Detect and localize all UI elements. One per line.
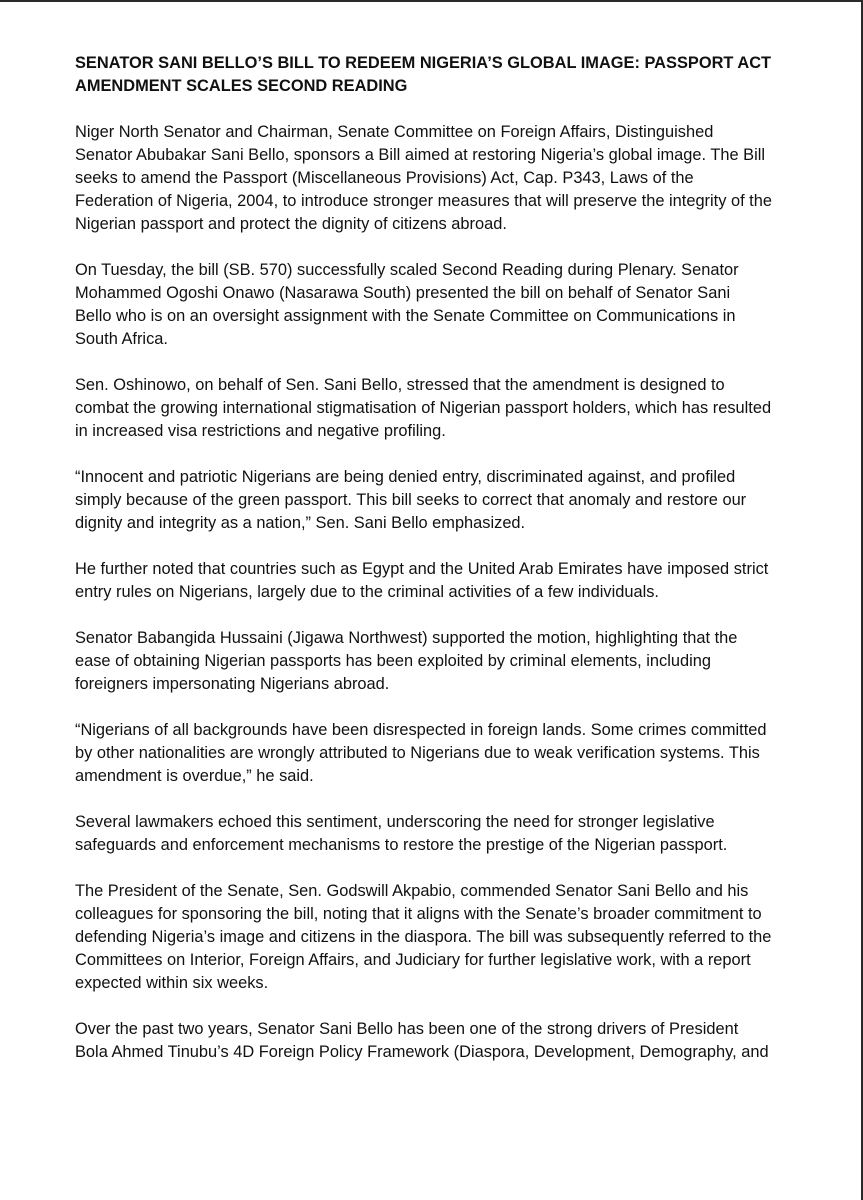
paragraph-line: foreigners impersonating Nigerians abroad. [75, 675, 390, 693]
paragraph-lawmakers [75, 811, 835, 857]
paragraph-line: Nigerian passport and protect the dignity of citizens abroad. [75, 215, 507, 233]
paragraph-line: The President of the Senate, Sen. Godswill Akpabio, commended Senator Sani Bello and his [75, 882, 749, 900]
paragraph-line: seeks to amend the Passport (Miscellaneous Provisions) Act, Cap. P343, Laws of the [75, 169, 694, 187]
page-top-border [0, 0, 863, 2]
paragraph-line: He further noted that countries such as Egypt and the United Arab Emirates have imposed strict [75, 560, 769, 578]
paragraph-intro [75, 121, 835, 236]
paragraph-line: Bello who is on an oversight assignment with the Senate Committee on Communications in [75, 307, 736, 325]
paragraph-line: Over the past two years, Senator Sani Bello has been one of the strong drivers of President [75, 1020, 739, 1038]
paragraph-line: Sen. Oshinowo, on behalf of Sen. Sani Bello, stressed that the amendment is designed to [75, 376, 725, 394]
paragraph-line: safeguards and enforcement mechanisms to restore the prestige of the Nigerian passport. [75, 836, 728, 854]
headline-line: SENATOR SANI BELLO’S BILL TO REDEEM NIGERIA’S GLOBAL IMAGE: PASSPORT ACT [75, 54, 772, 72]
paragraph-line: Committees on Interior, Foreign Affairs, and Judiciary for further legislative work, with a report [75, 951, 751, 969]
paragraph-hussaini [75, 627, 835, 696]
paragraph-line: Niger North Senator and Chairman, Senate Committee on Foreign Affairs, Distinguished [75, 123, 714, 141]
paragraph-oshinowo [75, 374, 835, 443]
paragraph-line: by other nationalities are wrongly attributed to Nigerians due to weak verification systems. This [75, 744, 760, 762]
paragraph-egypt-uae [75, 558, 835, 604]
paragraph-foreign-policy [75, 1018, 835, 1064]
paragraph-line: Senator Abubakar Sani Bello, sponsors a Bill aimed at restoring Nigeria’s global image. The Bill [75, 146, 765, 164]
paragraph-line: Several lawmakers echoed this sentiment, underscoring the need for stronger legislative [75, 813, 715, 831]
paragraph-line: ease of obtaining Nigerian passports has been exploited by criminal elements, including [75, 652, 711, 670]
paragraph-line: amendment is overdue,” he said. [75, 767, 314, 785]
paragraph-quote-innocent [75, 466, 835, 535]
paragraph-quote-backgrounds [75, 719, 835, 788]
paragraph-line: Bola Ahmed Tinubu’s 4D Foreign Policy Framework (Diaspora, Development, Demography, and [75, 1043, 769, 1061]
paragraph-line: On Tuesday, the bill (SB. 570) successfully scaled Second Reading during Plenary. Senator [75, 261, 739, 279]
paragraph-line: in increased visa restrictions and negative profiling. [75, 422, 446, 440]
paragraph-line: South Africa. [75, 330, 168, 348]
paragraph-line: “Nigerians of all backgrounds have been disrespected in foreign lands. Some crimes committed [75, 721, 767, 739]
press-release-document [75, 52, 835, 1087]
paragraph-akpabio [75, 880, 835, 995]
paragraph-line: Mohammed Ogoshi Onawo (Nasarawa South) presented the bill on behalf of Senator Sani [75, 284, 731, 302]
headline-line: AMENDMENT SCALES SECOND READING [75, 77, 408, 95]
paragraph-line: entry rules on Nigerians, largely due to the criminal activities of a few individuals. [75, 583, 659, 601]
paragraph-second-reading [75, 259, 835, 351]
paragraph-line: colleagues for sponsoring the bill, noting that it aligns with the Senate’s broader commitment to [75, 905, 762, 923]
paragraph-line: combat the growing international stigmatisation of Nigerian passport holders, which has resulted [75, 399, 772, 417]
paragraph-line: Federation of Nigeria, 2004, to introduce stronger measures that will preserve the integrity of the [75, 192, 772, 210]
paragraph-line: dignity and integrity as a nation,” Sen. Sani Bello emphasized. [75, 514, 526, 532]
paragraph-line: expected within six weeks. [75, 974, 269, 992]
paragraph-line: “Innocent and patriotic Nigerians are being denied entry, discriminated against, and profiled [75, 468, 736, 486]
paragraph-line: simply because of the green passport. This bill seeks to correct that anomaly and restore our [75, 491, 747, 509]
paragraph-line: Senator Babangida Hussaini (Jigawa Northwest) supported the motion, highlighting that the [75, 629, 738, 647]
headline [75, 52, 835, 98]
paragraph-line: defending Nigeria’s image and citizens in the diaspora. The bill was subsequently referred to the [75, 928, 772, 946]
